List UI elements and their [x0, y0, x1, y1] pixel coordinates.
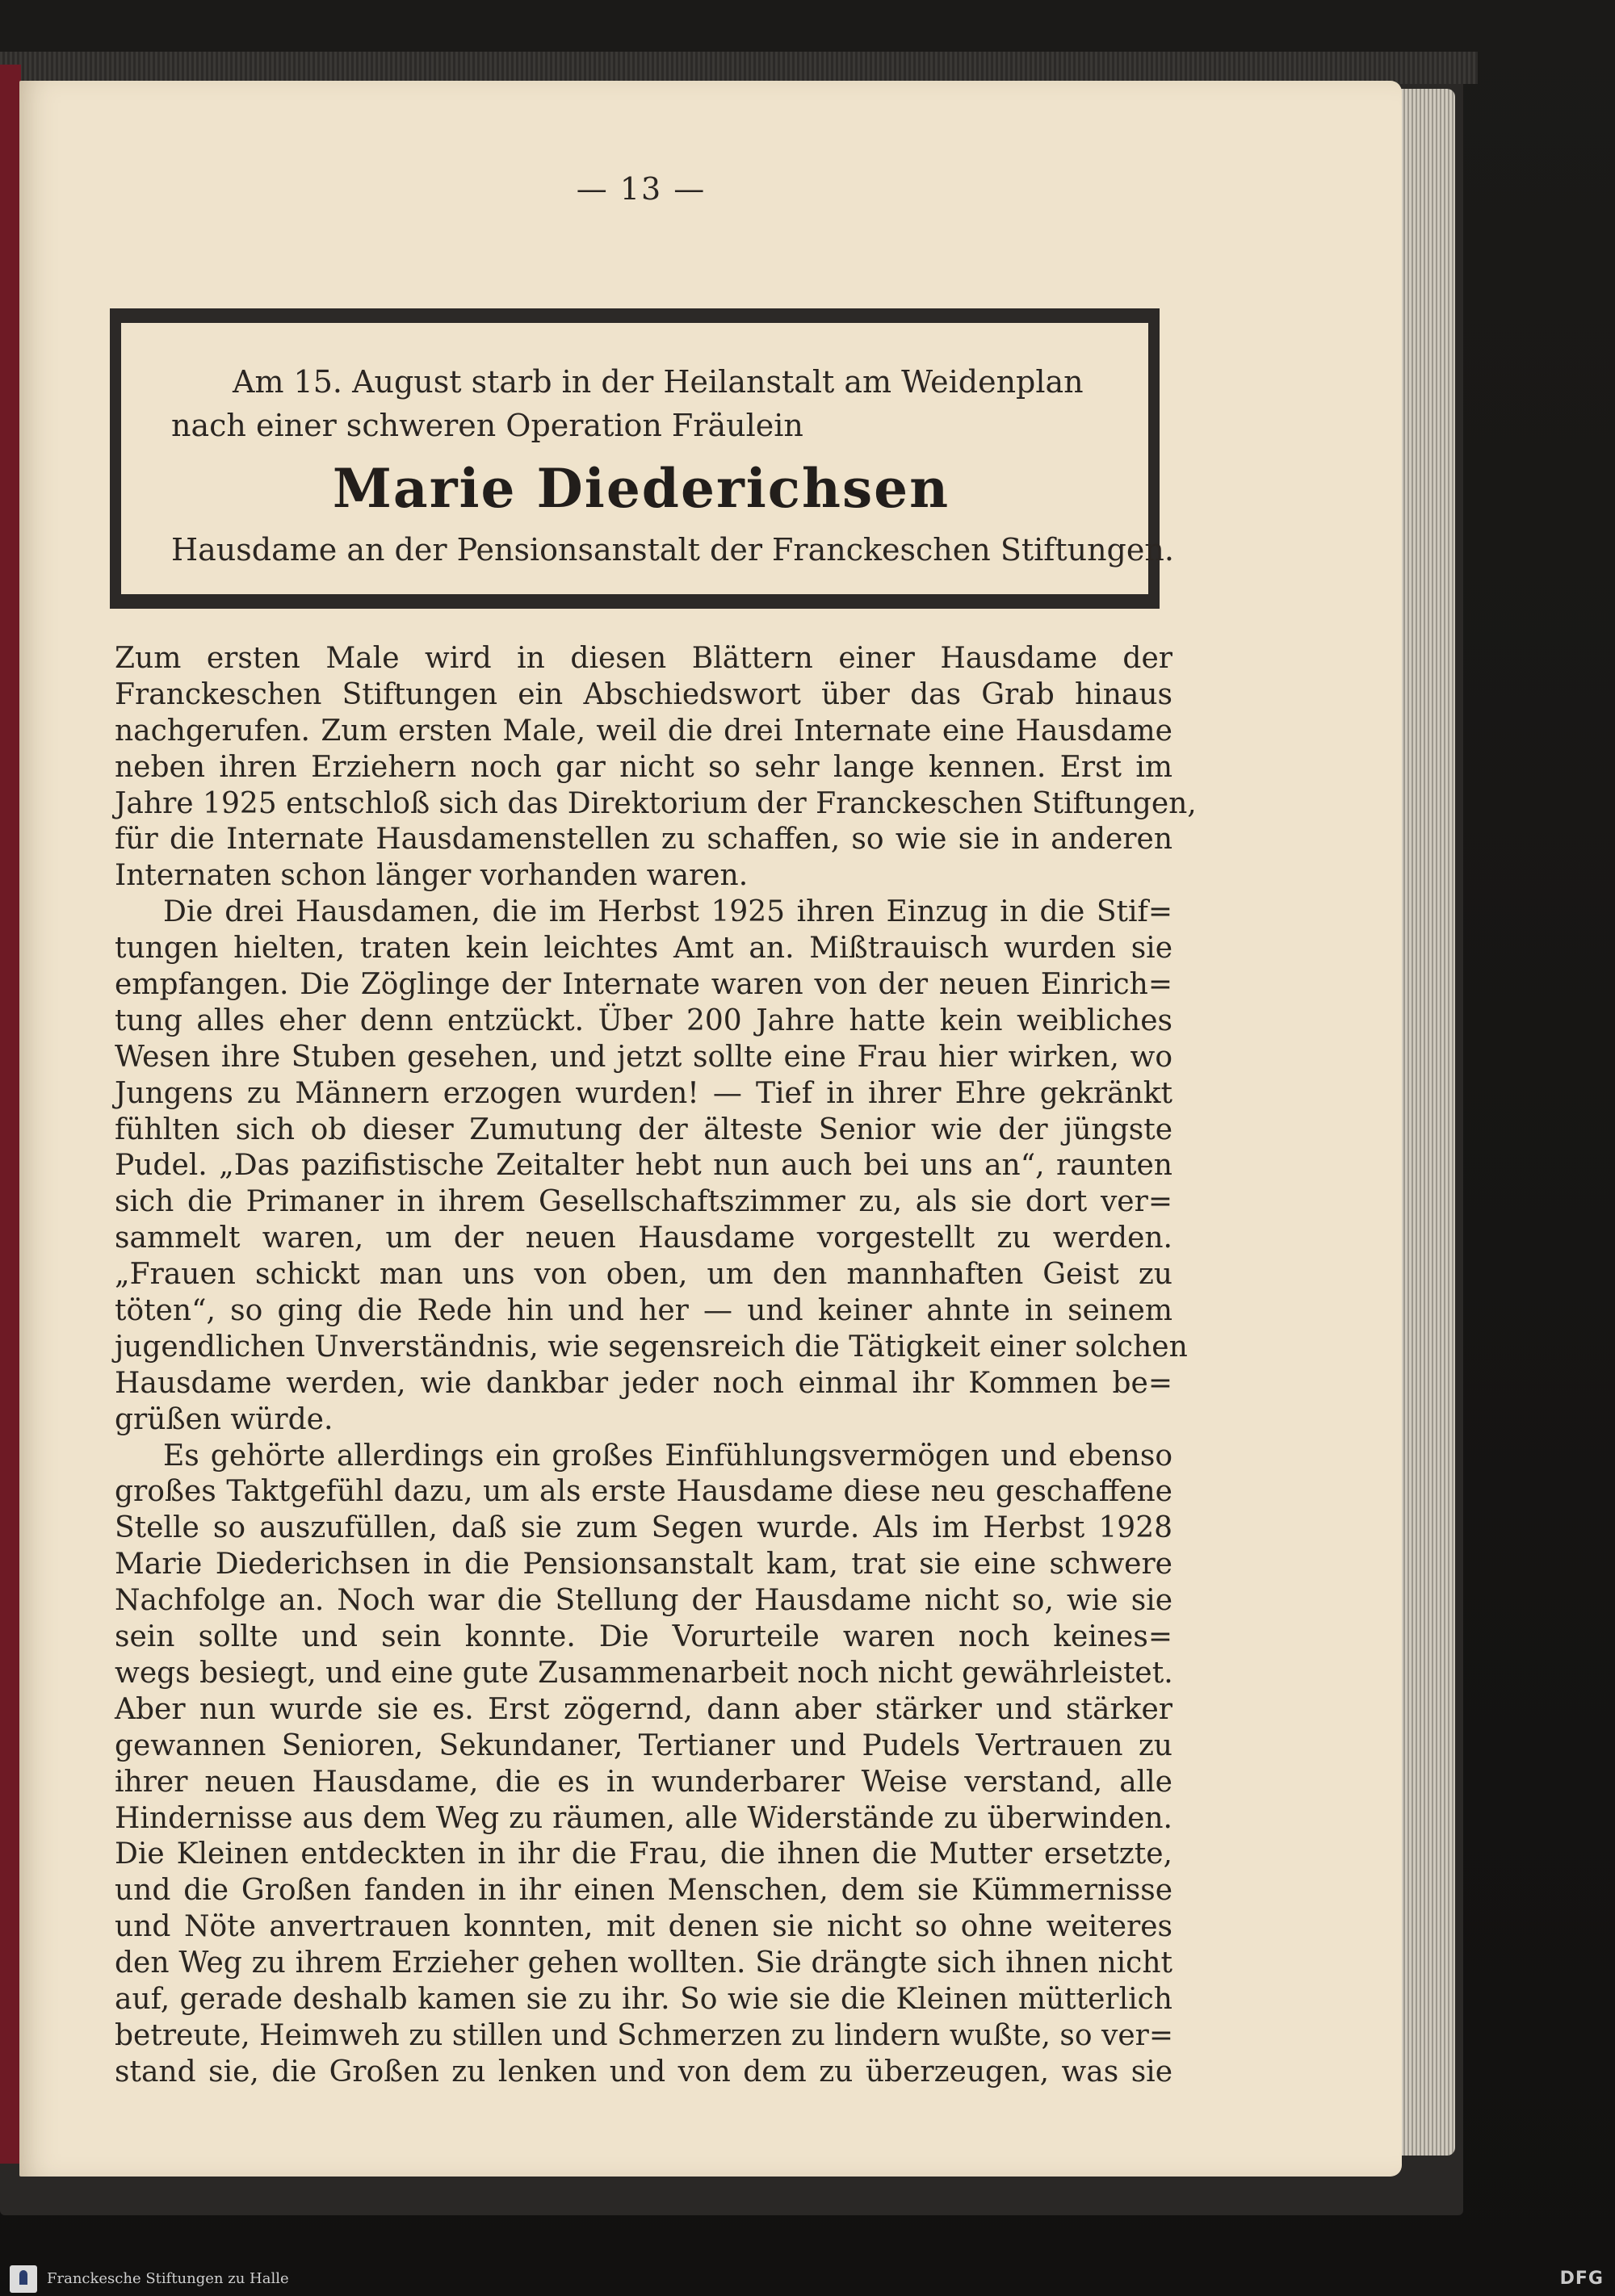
text-line: sammelt waren, um der neuen Hausdame vorgestellt zu werden. [115, 1221, 1172, 1255]
text-line: gewannen Senioren, Sekundaner, Tertianer und Pudels Vertrauen zu [115, 1728, 1172, 1762]
text-line: den Weg zu ihrem Erzieher gehen wollten. Sie drängte sich ihnen nicht [115, 1946, 1172, 1980]
institution-logo-icon [10, 2265, 37, 2293]
text-line: tungen hielten, traten kein leichtes Amt an. Mißtrauisch wurden sie [115, 932, 1172, 966]
text-line: nachgerufen. Zum ersten Male, weil die drei Internate eine Hausdame [115, 714, 1172, 748]
text-line: Die drei Hausdamen, die im Herbst 1925 ihren Einzug in die Stif= [163, 895, 1172, 929]
article-body [115, 641, 1197, 2091]
text-line: sich die Primaner in ihrem Gesellschaftszimmer zu, als sie dort ver= [115, 1185, 1172, 1219]
text-line: ihrer neuen Hausdame, die es in wunderbarer Weise verstand, alle [115, 1765, 1172, 1799]
text-line: Zum ersten Male wird in diesen Blättern einer Hausdame der [115, 642, 1172, 675]
text-line: Die Kleinen entdeckten in ihr die Frau, die ihnen die Mutter ersetzte, [115, 1837, 1172, 1871]
text-line: tung alles eher denn entzückt. Über 200 Jahre hatte kein weibliches [115, 1003, 1172, 1037]
text-line: Wesen ihre Stuben gesehen, und jetzt sollte eine Frau hier wirken, wo [115, 1040, 1172, 1074]
text-line: Aber nun wurde sie es. Erst zögernd, dann aber stärker und stärker [115, 1692, 1172, 1726]
text-line: Internaten schon länger vorhanden waren. [115, 859, 749, 893]
text-line: wegs besiegt, und eine gute Zusammenarbeit noch nicht gewährleistet. [115, 1656, 1173, 1690]
text-line: „Frauen schickt man uns von oben, um den mannhaften Geist zu [115, 1258, 1172, 1292]
text-line: Jungens zu Männern erzogen wurden! — Tief in ihrer Ehre gekränkt [115, 1076, 1172, 1110]
text-line: fühlten sich ob dieser Zumutung der älteste Senior wie der jüngste [115, 1112, 1172, 1146]
text-line: und Nöte anvertrauen konnten, mit denen sie nicht so ohne weiteres [115, 1910, 1172, 1944]
text-line: Es gehörte allerdings ein großes Einfühlungsvermögen und ebenso [163, 1439, 1172, 1473]
text-line: neben ihren Erziehern noch gar nicht so sehr lange kennen. Erst im [115, 750, 1172, 784]
notice-intro-text: Am 15. August starb in der Heilanstalt am Weidenplan nach einer schweren Operation Fräulein [171, 364, 1084, 443]
text-line: auf, gerade deshalb kamen sie zu ihr. So wie sie die Kleinen mütterlich [115, 1982, 1172, 2016]
text-line: Hindernisse aus dem Weg zu räumen, alle Widerstände zu überwinden. [115, 1801, 1172, 1835]
text-line: stand sie, die Großen zu lenken und von dem zu überzeugen, was sie [115, 2055, 1172, 2089]
text-line: sein sollte und sein konnte. Die Vorurteile waren noch keines= [115, 1620, 1172, 1654]
text-line: Stelle so auszufüllen, daß sie zum Segen wurde. Als im Herbst 1928 [115, 1511, 1172, 1545]
text-line: empfangen. Die Zöglinge der Internate waren von der neuen Einrich= [115, 968, 1172, 1002]
institution-label: Franckesche Stiftungen zu Halle [47, 2270, 289, 2287]
notice-role-text: Hausdame an der Pensionsanstalt der Franckeschen Stiftungen. [171, 532, 1174, 568]
book-spine [0, 65, 21, 2164]
text-line: Jahre 1925 entschloß sich das Direktorium der Franckeschen Stiftungen, [115, 786, 1197, 820]
text-line: für die Internate Hausdamenstellen zu schaffen, so wie sie in anderen [115, 823, 1172, 857]
notice-deceased-name: Marie Diederichsen [332, 457, 950, 520]
text-line: Franckeschen Stiftungen ein Abschiedswort über das Grab hinaus [115, 677, 1172, 711]
book-page [19, 81, 1402, 2177]
text-line: und die Großen fanden in ihr einen Menschen, dem sie Kümmernisse [115, 1874, 1172, 1908]
viewer-footer-bar [0, 2262, 1615, 2296]
obituary-notice-content [126, 328, 1174, 589]
text-line: Nachfolge an. Noch war die Stellung der Hausdame nicht so, wie sie [115, 1584, 1172, 1618]
text-line: Hausdame werden, wie dankbar jeder noch einmal ihr Kommen be= [115, 1366, 1172, 1400]
text-line: Pudel. „Das pazifistische Zeitalter hebt nun auch bei uns an“, raunten [115, 1149, 1172, 1183]
text-line: Marie Diederichsen in die Pensionsanstalt kam, trat sie eine schwere [115, 1548, 1172, 1582]
text-line: töten“, so ging die Rede hin und her — und keiner ahnte in seinem [115, 1294, 1172, 1328]
text-line: großes Taktgefühl dazu, um als erste Hausdame diese neu geschaffene [115, 1475, 1172, 1509]
book-cover-edge [0, 52, 1478, 84]
text-line: betreute, Heimweh zu stillen und Schmerzen zu lindern wußte, so ver= [115, 2018, 1174, 2052]
obituary-notice-box [110, 308, 1174, 609]
page-number: — 13 — [576, 171, 707, 207]
text-line: grüßen würde. [115, 1402, 333, 1436]
dfg-logo: DFG [1559, 2269, 1604, 2289]
text-line: jugendlichen Unverständnis, wie segensreich die Tätigkeit einer solchen [115, 1330, 1188, 1364]
